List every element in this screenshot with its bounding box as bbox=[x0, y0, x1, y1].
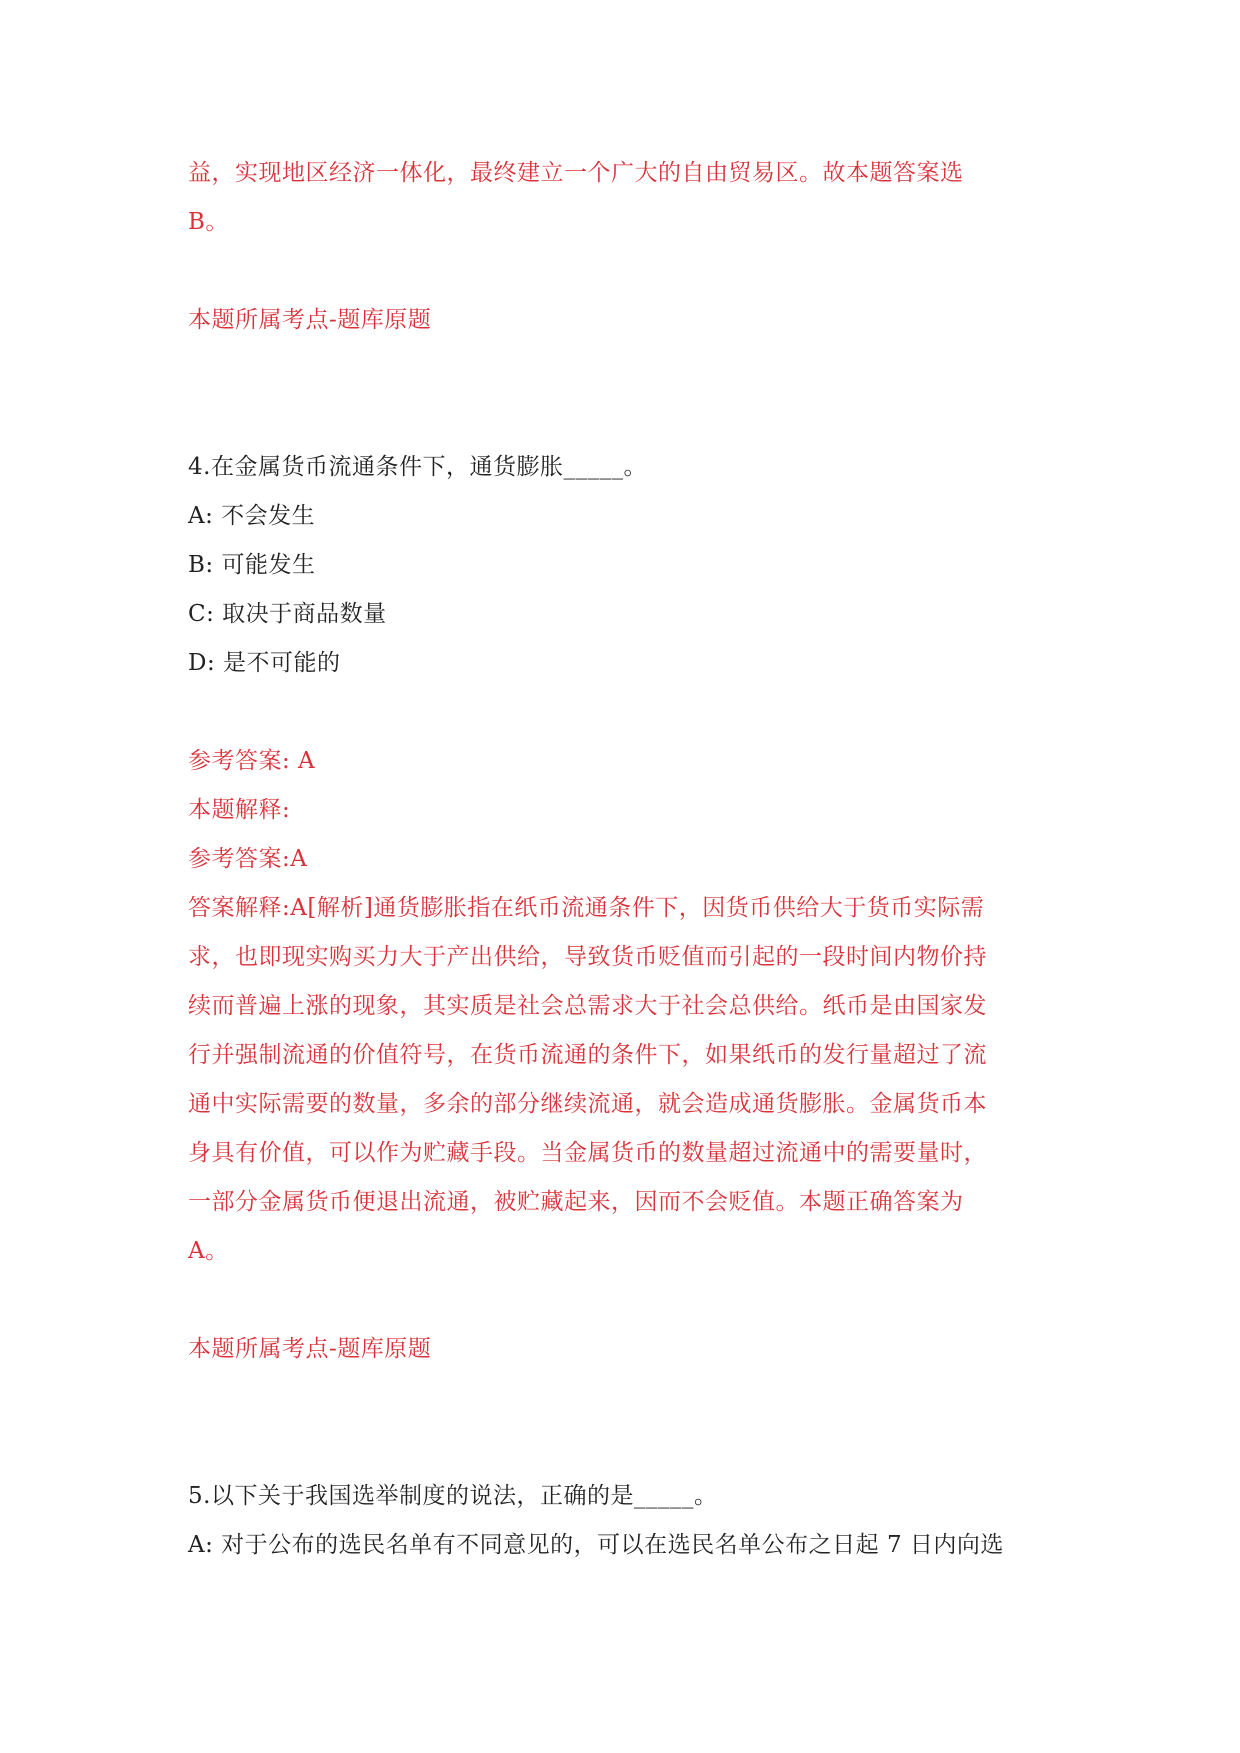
q4-answer-again: 参考答案:A bbox=[188, 846, 308, 872]
q4-option-d: D: 是不可能的 bbox=[188, 650, 341, 676]
prev-explanation-line-1: 益，实现地区经济一体化，最终建立一个广大的自由贸易区。故本题答案选 bbox=[188, 160, 964, 186]
q4-option-a: A: 不会发生 bbox=[188, 503, 316, 529]
q4-explanation-line-2: 求，也即现实购买力大于产出供给，导致货币贬值而引起的一段时间内物价持 bbox=[188, 944, 987, 970]
q4-explanation-label: 本题解释: bbox=[188, 797, 291, 823]
q5-option-a: A: 对于公布的选民名单有不同意见的，可以在选民名单公布之日起 7 日内向选 bbox=[188, 1532, 1004, 1558]
q4-explanation-line-5: 通中实际需要的数量，多余的部分继续流通，就会造成通货膨胀。金属货币本 bbox=[188, 1091, 987, 1117]
q4-option-c: C: 取决于商品数量 bbox=[188, 601, 387, 627]
q4-explanation-line-8: A。 bbox=[188, 1238, 229, 1264]
q4-explanation-line-7: 一部分金属货币便退出流通，被贮藏起来，因而不会贬值。本题正确答案为 bbox=[188, 1189, 964, 1215]
q4-reference-answer: 参考答案: A bbox=[188, 748, 316, 774]
q4-stem: 4.在金属货币流通条件下，通货膨胀_____。 bbox=[188, 454, 647, 480]
q4-explanation-line-1: 答案解释:A[解析]通货膨胀指在纸币流通条件下，因货币供给大于货币实际需 bbox=[188, 895, 985, 921]
prev-explanation-line-2: B。 bbox=[188, 209, 229, 235]
q4-source-label: 本题所属考点-题库原题 bbox=[188, 1336, 432, 1362]
q4-option-b: B: 可能发生 bbox=[188, 552, 316, 578]
q4-explanation-line-6: 身具有价值，可以作为贮藏手段。当金属货币的数量超过流通中的需要量时， bbox=[188, 1140, 987, 1166]
q5-stem: 5.以下关于我国选举制度的说法，正确的是_____。 bbox=[188, 1483, 718, 1509]
q4-explanation-line-4: 行并强制流通的价值符号，在货币流通的条件下，如果纸币的发行量超过了流 bbox=[188, 1042, 987, 1068]
prev-source-label: 本题所属考点-题库原题 bbox=[188, 307, 432, 333]
q4-explanation-line-3: 续而普遍上涨的现象，其实质是社会总需求大于社会总供给。纸币是由国家发 bbox=[188, 993, 987, 1019]
